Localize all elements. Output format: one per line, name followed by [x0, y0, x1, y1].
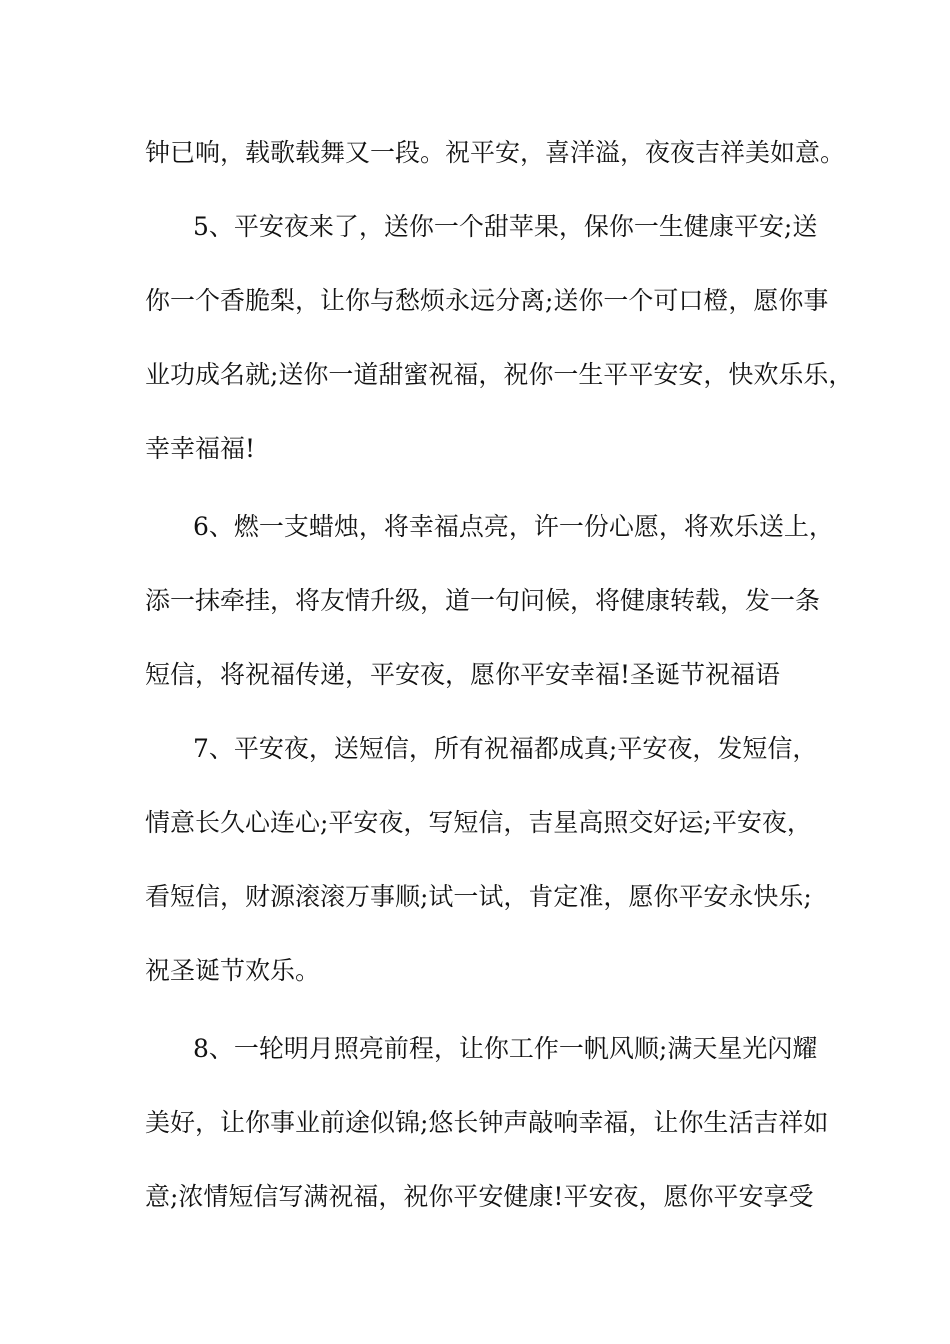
paragraph-7-first-line: 7、平安夜，送短信，所有祝福都成真;平安夜，发短信， — [193, 734, 818, 763]
text-line: 短信，将祝福传递，平安夜，愿你平安幸福!圣诞节祝福语 — [145, 660, 781, 689]
text-line: 美好，让你事业前途似锦;悠长钟声敲响幸福，让你生活吉祥如 — [145, 1108, 829, 1137]
text-line: 幸幸福福! — [145, 434, 256, 463]
paragraph-8-first-line: 8、一轮明月照亮前程，让你工作一帆风顺;满天星光闪耀 — [193, 1034, 818, 1063]
text-line: 情意长久心连心;平安夜，写短信，吉星高照交好运;平安夜， — [145, 808, 812, 837]
text-line: 看短信，财源滚滚万事顺;试一试，肯定准，愿你平安永快乐; — [145, 882, 812, 911]
text-line: 你一个香脆梨，让你与愁烦永远分离;送你一个可口橙，愿你事 — [145, 286, 829, 315]
text-line: 添一抹牵挂，将友情升级，道一句问候，将健康转载，发一条 — [145, 586, 821, 615]
paragraph-6-first-line: 6、燃一支蜡烛，将幸福点亮，许一份心愿，将欢乐送上， — [193, 512, 834, 541]
text-line: 钟已响，载歌载舞又一段。祝平安，喜洋溢，夜夜吉祥美如意。 — [145, 138, 846, 167]
text-line: 祝圣诞节欢乐。 — [145, 956, 321, 985]
text-line: 意;浓情短信写满祝福，祝你平安健康!平安夜，愿你平安享受 — [145, 1182, 814, 1211]
paragraph-5-first-line: 5、平安夜来了，送你一个甜苹果，保你一生健康平安;送 — [193, 212, 818, 241]
text-line: 业功成名就;送你一道甜蜜祝福，祝你一生平平安安，快欢乐乐， — [145, 360, 854, 389]
